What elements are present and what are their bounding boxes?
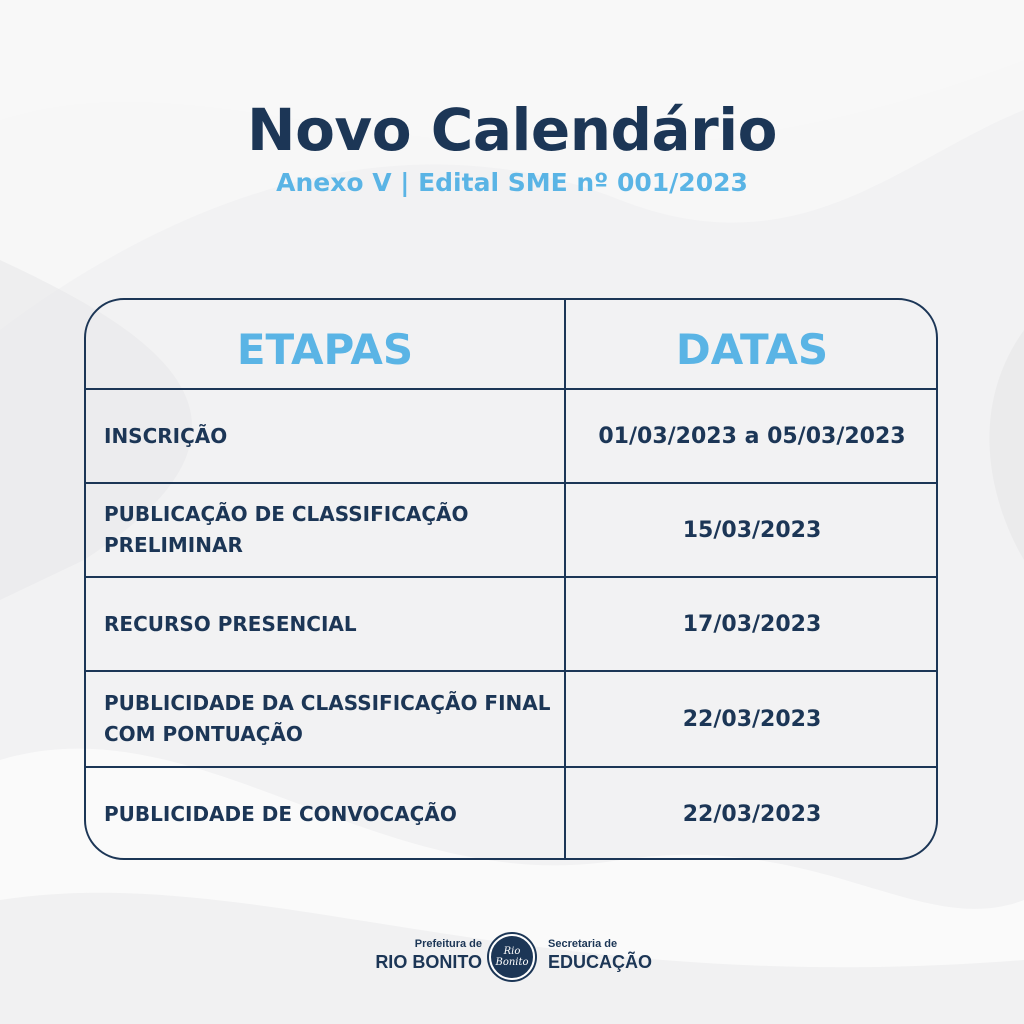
table-row-data: 15/03/2023: [682, 517, 822, 543]
table-row-data: 01/03/2023 a 05/03/2023: [598, 423, 906, 449]
column-header-datas: DATAS: [675, 325, 829, 374]
secretaria-small-text: Secretaria de: [548, 938, 618, 950]
seal-text-line1: Rio: [503, 946, 521, 957]
page-title: Novo Calendário: [247, 96, 777, 164]
secretaria-label: [548, 938, 652, 973]
table-row-etapa: INSCRIÇÃO: [104, 423, 228, 448]
table-row-etapa: PUBLICIDADE DA CLASSIFICAÇÃO FINAL COM PONTUAÇÃO: [104, 691, 551, 746]
table-row-data: 22/03/2023: [682, 706, 822, 732]
column-header-etapas: ETAPAS: [236, 325, 414, 374]
page-subtitle: Anexo V | Edital SME nº 001/2023: [276, 168, 748, 197]
table-row-etapa: PUBLICIDADE DE CONVOCAÇÃO: [104, 801, 457, 826]
table-row-etapa: PUBLICAÇÃO DE CLASSIFICAÇÃO PRELIMINAR: [104, 502, 469, 557]
prefeitura-name: RIO BONITO: [375, 952, 482, 972]
secretaria-name: EDUCAÇÃO: [548, 952, 653, 972]
prefeitura-small-text: Prefeitura de: [414, 938, 482, 950]
seal-text-line2: Bonito: [495, 957, 529, 968]
table-row-data: 22/03/2023: [682, 801, 822, 827]
schedule-table: [84, 298, 938, 860]
table-row-data: 17/03/2023: [682, 611, 822, 637]
rio-bonito-seal-icon: [489, 934, 535, 980]
prefeitura-label: [375, 938, 482, 973]
footer-logo: [0, 922, 1024, 992]
table-row-etapa: RECURSO PRESENCIAL: [104, 611, 357, 636]
